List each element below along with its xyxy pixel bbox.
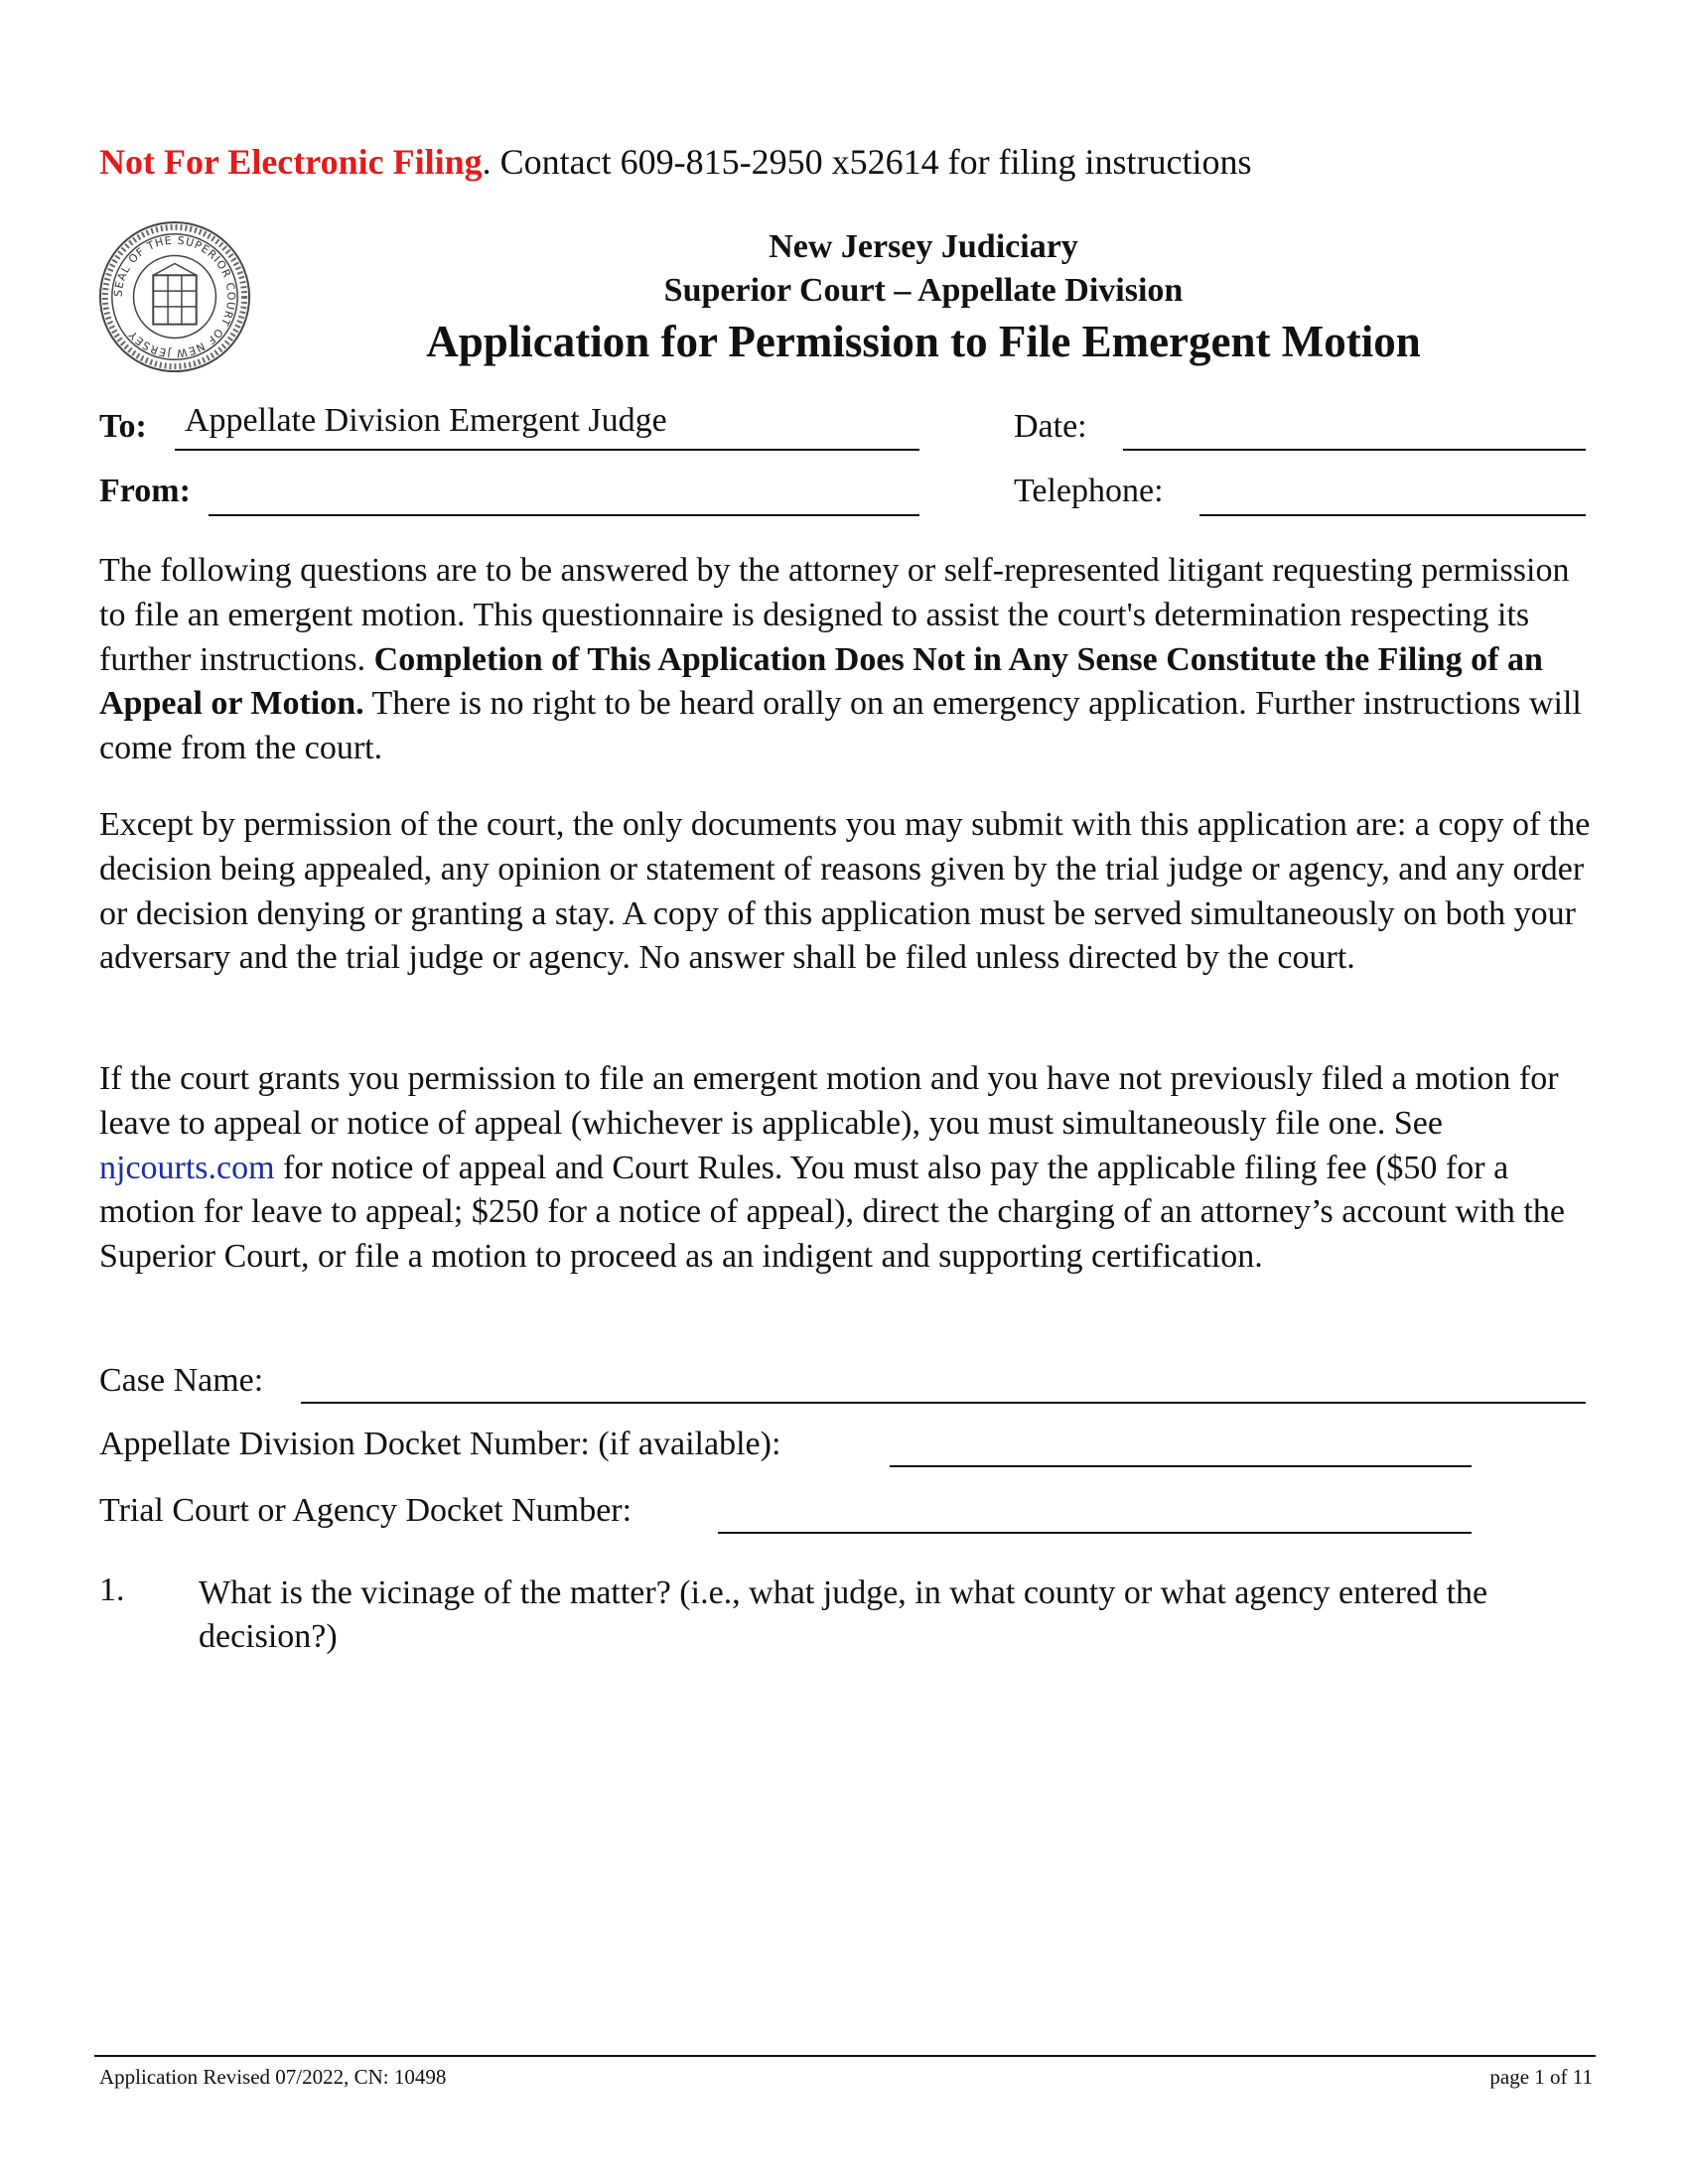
- to-label: To:: [99, 408, 147, 445]
- instructions-paragraph-3: [99, 1057, 1599, 1280]
- instructions-text-1a: The following questions are to be answered by the attorney or self-represented litigant requesting permission to file an emergent motion. This questionnaire is designed to assist the court's determination respecting its further instructions.: [99, 552, 1570, 678]
- case-name-line[interactable]: [301, 1402, 1586, 1404]
- instructions-paragraph-1: [99, 549, 1599, 771]
- court-division-heading: Superior Court – Appellate Division: [663, 272, 1184, 309]
- date-label: Date:: [1014, 408, 1087, 445]
- instructions-disclaimer: Completion of This Application Does Not in Any Sense Constitute the Filing of an Appeal or Motion.: [99, 640, 1543, 723]
- njcourts-link[interactable]: njcourts.com: [99, 1149, 275, 1186]
- judiciary-heading: New Jersey Judiciary: [769, 228, 1078, 265]
- from-field-line[interactable]: [209, 514, 919, 516]
- instructions-text-1b: There is no right to be heard orally on an emergency application. Further instructions will come from the court.: [99, 685, 1582, 767]
- seal-text: SEAL OF THE SUPERIOR COURT OF NEW JERSEY: [111, 233, 238, 360]
- trial-docket-label: Trial Court or Agency Docket Number:: [99, 1492, 633, 1529]
- instructions-text-3b: for notice of appeal and Court Rules. You must also pay the applicable filing fee ($50 for a motion for leave to appeal; $250 for a notice of appeal), direct the charging of an attorney’s account with the Superior Court, or file a motion to proceed as an indigent and supporting certification.: [99, 1149, 1565, 1276]
- telephone-field-line[interactable]: [1199, 514, 1586, 516]
- page-title: Application for Permission to File Emergent Motion: [426, 317, 1421, 366]
- not-for-electronic-filing-warning: Not For Electronic Filing: [99, 142, 483, 182]
- instructions-text-2: Except by permission of the court, the only documents you may submit with this application are: a copy of the decision being appealed, any opinion or statement of reasons given by the trial judge or agency, and any order or decision denying or granting a stay. A copy of this application must be served simultaneously on both your adversary and the trial judge or agency. No answer shall be filed unless directed by the court.: [99, 806, 1591, 977]
- appellate-docket-line[interactable]: [890, 1465, 1472, 1467]
- court-seal-icon: [96, 218, 253, 375]
- footer-revision: Application Revised 07/2022, CN: 10498: [99, 2065, 447, 2089]
- svg-text:SEAL OF THE SUPERIOR COURT OF: [112, 234, 238, 360]
- telephone-label: Telephone:: [1014, 473, 1164, 509]
- footer-divider: [94, 2055, 1596, 2057]
- to-field-value[interactable]: Appellate Division Emergent Judge: [185, 402, 667, 439]
- case-name-label: Case Name:: [99, 1362, 264, 1399]
- trial-docket-line[interactable]: [718, 1532, 1472, 1534]
- footer-page-number: page 1 of 11: [1489, 2065, 1593, 2089]
- date-field-line[interactable]: [1123, 449, 1586, 451]
- filing-contact-text: . Contact 609-815-2950 x52614 for filing instructions: [482, 142, 1252, 182]
- appellate-docket-label: Appellate Division Docket Number: (if available):: [99, 1426, 781, 1462]
- question-1-text: What is the vicinage of the matter? (i.e., what judge, in what county or what agency entered the decision?): [199, 1574, 1488, 1655]
- question-1-number: 1.: [99, 1571, 125, 1608]
- instructions-paragraph-2: [99, 803, 1599, 981]
- filing-notice: [99, 141, 1252, 183]
- instructions-text-3a: If the court grants you permission to file an emergent motion and you have not previously filed a motion for leave to appeal or notice of appeal (whichever is applicable), you must simultaneously file one. See: [99, 1060, 1559, 1142]
- from-label: From:: [99, 473, 191, 509]
- to-field-line[interactable]: [175, 449, 919, 451]
